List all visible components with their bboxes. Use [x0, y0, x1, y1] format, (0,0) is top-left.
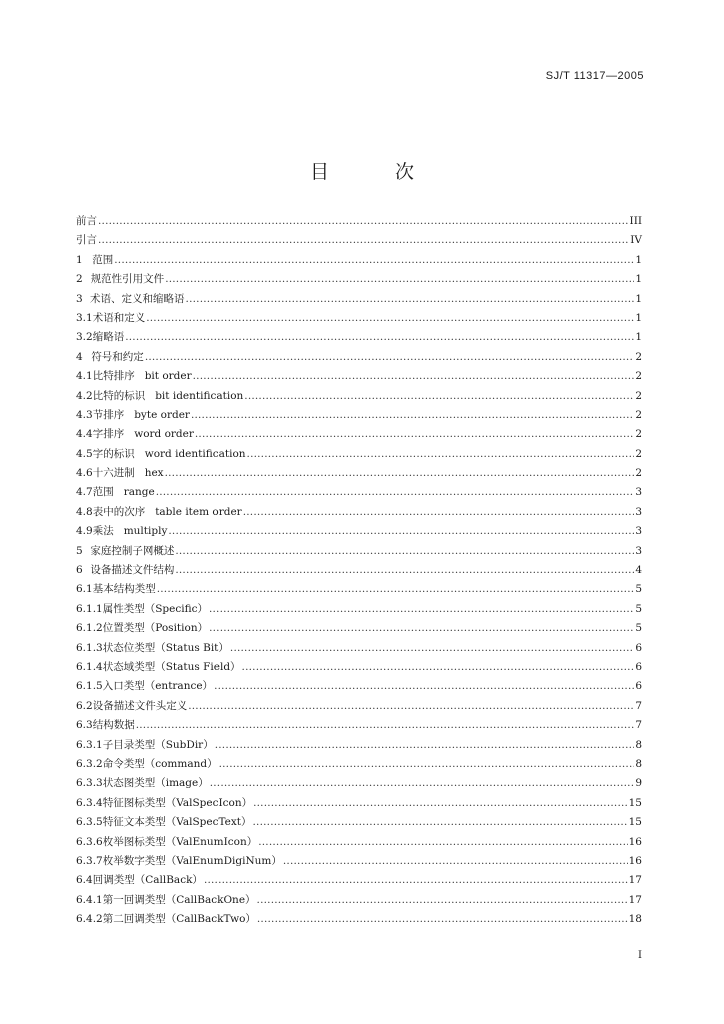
- toc-leader-dots: [253, 816, 628, 828]
- toc-entry-number: 1: [76, 253, 83, 266]
- toc-entry-label: 家庭控制子网概述: [90, 544, 175, 557]
- toc-entry[interactable]: [76, 601, 642, 620]
- toc-entry[interactable]: [76, 814, 642, 833]
- toc-entry[interactable]: [76, 581, 642, 600]
- toc-entry-page: 5: [635, 583, 642, 596]
- toc-entry-label: 枚举图标类型（ValEnumIcon）: [102, 835, 258, 848]
- toc-entry-title: [93, 407, 190, 422]
- toc-leader-dots: [186, 293, 635, 305]
- toc-leader-dots: [157, 583, 635, 595]
- toc-entry[interactable]: [76, 775, 642, 794]
- toc-entry-title: [93, 504, 242, 519]
- toc-entry-label: 术语和定义: [92, 311, 146, 324]
- toc-leader-dots: [193, 370, 635, 382]
- toc-leader-dots: [242, 661, 635, 673]
- toc-entry-title: [93, 698, 188, 713]
- toc-entry-title: [93, 446, 246, 461]
- toc-entry-page: 8: [635, 757, 642, 770]
- toc-leader-dots: [136, 719, 635, 731]
- page-title: [0, 157, 724, 184]
- toc-leader-dots: [98, 215, 629, 227]
- toc-leader-dots: [125, 331, 634, 343]
- toc-entry-number: 4.6: [76, 467, 93, 480]
- toc-entry-page: 7: [635, 699, 642, 712]
- toc-entry-number: 4.7: [76, 486, 93, 499]
- toc-entry-page: 16: [628, 835, 642, 848]
- toc-entry-label: 规范性引用文件: [90, 273, 165, 286]
- toc-entry[interactable]: [76, 737, 642, 756]
- toc-entry[interactable]: [76, 349, 642, 368]
- toc-entry-number: 6.3: [76, 719, 93, 732]
- toc-entry-english: multiply: [123, 525, 168, 538]
- toc-entry-number: 4.5: [76, 447, 93, 460]
- toc-entry-title: [93, 581, 156, 596]
- toc-entry-label: 命令类型（command）: [102, 757, 218, 770]
- toc-entry-page: 2: [635, 447, 642, 460]
- toc-entry-english: table item order: [155, 505, 242, 518]
- toc-leader-dots: [215, 739, 635, 751]
- toc-entry-title: [93, 465, 164, 480]
- toc-entry-number: 4.3: [76, 408, 93, 421]
- toc-entry[interactable]: [76, 717, 642, 736]
- toc-entry[interactable]: [76, 329, 642, 348]
- toc-entry-number: 6.1.3: [76, 641, 103, 654]
- toc-entry-label: 特征文本类型（ValSpecText）: [102, 816, 252, 829]
- toc-entry-title: [90, 291, 185, 306]
- toc-leader-dots: [257, 894, 628, 906]
- toc-entry[interactable]: [76, 698, 642, 717]
- toc-entry-page: 1: [635, 331, 642, 344]
- toc-entry[interactable]: [76, 678, 642, 697]
- toc-leader-dots: [195, 428, 634, 440]
- toc-leader-dots: [258, 836, 627, 848]
- toc-entry-title: [90, 562, 174, 577]
- toc-entry-label: 入口类型（entrance）: [102, 680, 214, 693]
- toc-entry-page: 3: [635, 544, 642, 557]
- toc-entry-page: 18: [628, 913, 642, 926]
- toc-entry-label: 基本结构类型: [92, 583, 156, 596]
- toc-entry-title: [93, 872, 203, 887]
- toc-leader-dots: [175, 545, 634, 557]
- toc-entry-number: 4.1: [76, 370, 93, 383]
- toc-entry-title: [103, 775, 209, 790]
- toc-leader-dots: [247, 448, 635, 460]
- toc-leader-dots: [145, 351, 635, 363]
- toc-entry-page: 4: [635, 564, 642, 577]
- toc-entry-page: 5: [635, 602, 642, 615]
- toc-entry[interactable]: [76, 523, 642, 542]
- toc-entry-page: III: [629, 215, 642, 227]
- toc-entry-number: 3: [76, 292, 83, 305]
- toc-entry-english: word identification: [144, 447, 246, 460]
- toc-entry-page: 15: [628, 816, 642, 829]
- toc-entry[interactable]: [76, 271, 642, 290]
- toc-leader-dots: [98, 234, 629, 246]
- toc-leader-dots: [257, 913, 628, 925]
- toc-entry[interactable]: [76, 446, 642, 465]
- toc-entry-page: 2: [635, 350, 642, 363]
- toc-entry-title: [103, 892, 256, 907]
- toc-entry-english: byte order: [134, 408, 190, 421]
- toc-entry-title: [93, 329, 125, 344]
- toc-entry-number: 6.3.1: [76, 738, 103, 751]
- toc-leader-dots: [219, 758, 635, 770]
- toc-entry-label: 比特排序: [92, 370, 135, 383]
- toc-entry[interactable]: [76, 620, 642, 639]
- toc-entry[interactable]: [76, 368, 642, 387]
- toc-entry-title: [103, 814, 252, 829]
- toc-entry-title: [103, 834, 258, 849]
- toc-entry-page: 6: [635, 641, 642, 654]
- toc-entry-label: 状态域类型（Status Field）: [102, 660, 241, 673]
- toc-leader-dots: [244, 390, 634, 402]
- toc-entry-page: 17: [628, 893, 642, 906]
- toc-leader-dots: [283, 855, 628, 867]
- toc-entry-label: 节排序: [92, 408, 125, 421]
- toc-entry[interactable]: [76, 543, 642, 562]
- toc-entry-title: [103, 601, 208, 616]
- toc-entry-title: [103, 640, 229, 655]
- toc-entry[interactable]: [76, 484, 642, 503]
- toc-entry-label: 属性类型（Specific）: [102, 602, 208, 615]
- toc-entry[interactable]: [76, 872, 642, 891]
- toc-entry[interactable]: [76, 407, 642, 426]
- toc-entry[interactable]: [76, 795, 642, 814]
- toc-entry-number: 6.3.6: [76, 835, 103, 848]
- toc-entry-page: 1: [635, 292, 642, 305]
- toc-entry-title: [93, 717, 135, 732]
- toc-entry-number: 6.3.4: [76, 796, 103, 809]
- toc-entry[interactable]: [76, 911, 642, 930]
- toc-leader-dots: [214, 680, 634, 692]
- table-of-contents: [76, 213, 642, 930]
- toc-entry-title: [93, 388, 244, 403]
- toc-entry-page: 15: [628, 796, 642, 809]
- toc-entry-title: [93, 426, 194, 441]
- toc-leader-dots: [114, 254, 634, 266]
- toc-entry-page: 3: [635, 505, 642, 518]
- toc-entry-number: 6.1.4: [76, 660, 103, 673]
- toc-entry-number: 6.1.5: [76, 680, 103, 693]
- toc-entry-english: range: [123, 486, 155, 499]
- toc-entry-page: 9: [635, 777, 642, 790]
- toc-entry-label: 范围: [92, 486, 114, 499]
- toc-entry-label: 第二回调类型（CallBackTwo）: [102, 913, 256, 926]
- toc-entry-page: 7: [635, 719, 642, 732]
- toc-entry-page: 2: [635, 389, 642, 402]
- toc-entry[interactable]: [76, 426, 642, 445]
- toc-entry-label: 回调类型（CallBack）: [92, 874, 203, 887]
- toc-entry-title: [103, 620, 208, 635]
- toc-entry-label: 范围: [92, 253, 114, 266]
- toc-leader-dots: [146, 312, 634, 324]
- toc-entry-label: 术语、定义和缩略语: [90, 292, 185, 305]
- toc-entry-title: [93, 310, 146, 325]
- toc-entry-label: 表中的次序: [92, 505, 146, 518]
- toc-entry-page: 2: [635, 467, 642, 480]
- toc-entry-number: 6.3.2: [76, 757, 103, 770]
- toc-entry[interactable]: [76, 252, 642, 271]
- toc-entry-title: [103, 659, 241, 674]
- toc-entry-number: 引言: [76, 234, 97, 247]
- toc-entry[interactable]: [76, 640, 642, 659]
- toc-entry-page: 2: [635, 428, 642, 441]
- toc-entry-number: 前言: [76, 215, 97, 227]
- toc-entry-title: [91, 271, 165, 286]
- toc-entry-title: [103, 795, 252, 810]
- toc-entry-number: 6.4.1: [76, 893, 103, 906]
- title-char-2: 次: [395, 161, 415, 183]
- toc-entry-number: 6.1: [76, 583, 93, 596]
- toc-entry[interactable]: [76, 465, 642, 484]
- toc-entry-label: 字排序: [92, 428, 125, 441]
- toc-entry-number: 3.2: [76, 331, 93, 344]
- toc-leader-dots: [210, 777, 635, 789]
- toc-entry-title: [93, 523, 168, 538]
- toc-entry[interactable]: [76, 562, 642, 581]
- toc-entry[interactable]: [76, 892, 642, 911]
- toc-entry-english: hex: [144, 467, 164, 480]
- toc-entry-title: [103, 737, 214, 752]
- toc-entry-label: 状态位类型（Status Bit）: [102, 641, 229, 654]
- toc-entry-label: 结构数据: [92, 719, 135, 732]
- page-number: I: [638, 950, 642, 961]
- toc-entry-label: 第一回调类型（CallBackOne）: [102, 893, 256, 906]
- toc-entry[interactable]: [76, 756, 642, 775]
- toc-entry-label: 位置类型（Position）: [102, 622, 209, 635]
- toc-entry-title: [91, 349, 144, 364]
- toc-leader-dots: [165, 273, 634, 285]
- toc-entry-label: 状态图类型（image）: [102, 777, 209, 790]
- toc-entry-label: 设备描述文件头定义: [92, 699, 188, 712]
- toc-entry[interactable]: [76, 213, 642, 232]
- toc-entry-label: 乘法: [92, 525, 114, 538]
- toc-entry-page: IV: [630, 234, 642, 247]
- toc-entry-number: 6.3.3: [76, 777, 103, 790]
- toc-entry-number: 4.2: [76, 389, 93, 402]
- toc-entry-label: 特征图标类型（ValSpecIcon）: [102, 796, 253, 809]
- toc-entry-number: 4.8: [76, 505, 93, 518]
- toc-entry-number: 6.2: [76, 699, 93, 712]
- toc-entry-number: 6.3.5: [76, 816, 103, 829]
- toc-entry-title: [93, 484, 155, 499]
- toc-entry-page: 17: [628, 874, 642, 887]
- toc-entry-number: 5: [76, 544, 83, 557]
- toc-leader-dots: [209, 603, 634, 615]
- toc-leader-dots: [156, 486, 635, 498]
- toc-entry-number: 4.9: [76, 525, 93, 538]
- toc-entry-number: 3.1: [76, 311, 93, 324]
- toc-leader-dots: [209, 622, 634, 634]
- toc-entry-number: 4: [76, 350, 83, 363]
- toc-entry-page: 16: [628, 854, 642, 867]
- toc-entry[interactable]: [76, 388, 642, 407]
- toc-leader-dots: [191, 409, 634, 421]
- toc-entry-english: bit identification: [155, 389, 244, 402]
- toc-entry-page: 5: [635, 622, 642, 635]
- toc-entry-title: [103, 853, 282, 868]
- toc-entry-label: 字的标识: [92, 447, 135, 460]
- toc-entry-page: 1: [635, 253, 642, 266]
- toc-entry-number: 6.4.2: [76, 913, 103, 926]
- toc-entry-number: 4.4: [76, 428, 93, 441]
- toc-leader-dots: [165, 467, 635, 479]
- toc-entry-page: 8: [635, 738, 642, 751]
- toc-leader-dots: [204, 874, 628, 886]
- toc-entry[interactable]: [76, 659, 642, 678]
- toc-entry-number: 6.1.2: [76, 622, 103, 635]
- toc-entry-label: 子目录类型（SubDir）: [102, 738, 214, 751]
- toc-entry-label: 设备描述文件结构: [90, 564, 175, 577]
- toc-leader-dots: [188, 700, 634, 712]
- toc-entry[interactable]: [76, 853, 642, 872]
- toc-entry[interactable]: [76, 310, 642, 329]
- toc-entry-page: 1: [635, 273, 642, 286]
- toc-leader-dots: [168, 525, 634, 537]
- toc-entry[interactable]: [76, 504, 642, 523]
- toc-entry-title: [93, 368, 192, 383]
- title-char-1: 目: [309, 161, 329, 183]
- toc-leader-dots: [243, 506, 635, 518]
- toc-entry-page: 1: [635, 311, 642, 324]
- toc-entry-page: 3: [635, 486, 642, 499]
- toc-entry-english: word order: [134, 428, 194, 441]
- toc-entry-page: 6: [635, 660, 642, 673]
- toc-leader-dots: [253, 797, 628, 809]
- toc-entry-page: 2: [635, 370, 642, 383]
- toc-entry-title: [103, 678, 213, 693]
- toc-entry-label: 十六进制: [92, 467, 135, 480]
- toc-entry[interactable]: [76, 291, 642, 310]
- toc-entry-label: 缩略语: [92, 331, 125, 344]
- standard-number: SJ/T 11317—2005: [545, 70, 644, 82]
- toc-entry-page: 3: [635, 525, 642, 538]
- toc-entry-number: 2: [76, 273, 83, 286]
- toc-entry-title: [103, 911, 256, 926]
- toc-entry-title: [92, 252, 113, 267]
- toc-leader-dots: [175, 564, 634, 576]
- toc-entry-label: 比特的标识: [92, 389, 146, 402]
- toc-entry-number: 6.3.7: [76, 854, 103, 867]
- toc-entry-number: 6: [76, 564, 83, 577]
- toc-leader-dots: [230, 642, 634, 654]
- toc-entry-title: [103, 756, 218, 771]
- toc-entry-title: [90, 543, 174, 558]
- toc-entry-number: 6.4: [76, 874, 93, 887]
- toc-entry[interactable]: [76, 834, 642, 853]
- toc-entry-label: 符号和约定: [91, 350, 144, 363]
- toc-entry-label: 枚举数字类型（ValEnumDigiNum）: [102, 854, 282, 867]
- toc-entry-page: 2: [635, 408, 642, 421]
- toc-entry-english: bit order: [144, 370, 192, 383]
- toc-entry[interactable]: [76, 232, 642, 251]
- toc-entry-number: 6.1.1: [76, 602, 103, 615]
- toc-entry-page: 6: [635, 680, 642, 693]
